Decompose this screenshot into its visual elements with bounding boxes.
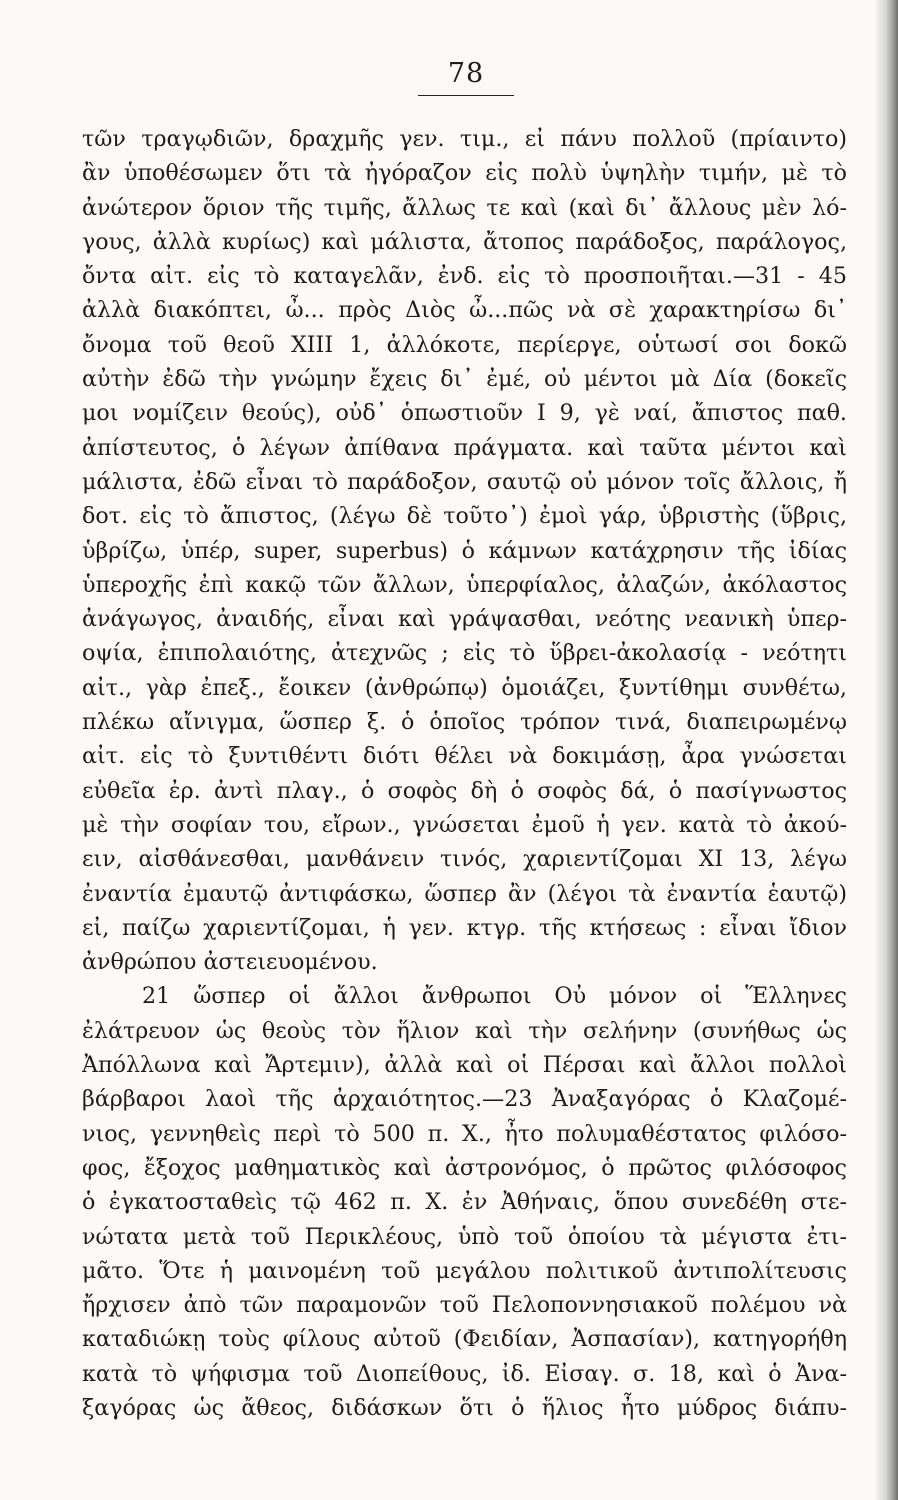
- text-line: ὄνομα τοῦ θεοῦ XIII 1, ἀλλόκοτε, περίεργε, οὑτωσί σοι δοκῶ: [82, 331, 847, 358]
- text-line: μοι νομίζειν θεούς), οὐδ᾽ ὁπωστιοῦν I 9, γὲ ναί, ἄπιστος παθ.: [82, 400, 847, 427]
- text-line: κατὰ τὸ ψήφισμα τοῦ Διοπείθους, ἰδ. Εἰσαγ. σ. 18, καὶ ὁ Ἀνα-: [82, 1360, 847, 1387]
- text-line: ἀλλὰ διακόπτει, ὦ... πρὸς Διὸς ὦ...πῶς νὰ σὲ χαρακτηρίσω δι᾽: [82, 297, 847, 324]
- text-line: ἀνάγωγος, ἀναιδής, εἶναι καὶ γράψασθαι, νεότης νεανικὴ ὑπερ-: [82, 606, 847, 633]
- text-line: πλέκω αἴνιγμα, ὥσπερ ξ. ὁ ὁποῖος τρόπον τινά, διαπειρωμένῳ: [82, 709, 847, 736]
- text-line: ἀνθρώπου ἀστειευομένου.: [82, 949, 378, 976]
- text-line: ὑβρίζω, ὑπέρ, super, superbus) ὁ κάμνων κατάχρησιν τῆς ἰδίας: [82, 537, 847, 564]
- body-text: [82, 122, 847, 1425]
- text-line: αἰτ., γὰρ ἐπεξ., ἔοικεν (ἀνθρώπῳ) ὁμοιάζει, ξυντίθημι συνθέτω,: [82, 674, 847, 701]
- text-line: τῶν τραγῳδιῶν, δραχμῆς γεν. τιμ., εἰ πάνυ πολλοῦ (πρίαιντο): [82, 126, 847, 152]
- text-line: ὄντα αἰτ. εἰς τὸ καταγελᾶν, ἐνδ. εἰς τὸ προσποιῆται.—31 - 45: [82, 263, 847, 290]
- text-line: νώτατα μετὰ τοῦ Περικλέους, ὑπὸ τοῦ ὁποίου τὰ μέγιστα ἐτι-: [82, 1223, 847, 1250]
- text-line: νιος, γεννηθεὶς περὶ τὸ 500 π. Χ., ἦτο πολυμαθέστατος φιλόσο-: [82, 1120, 847, 1147]
- page-number-underline: [418, 95, 514, 96]
- text-line: ειν, αἰσθάνεσθαι, μανθάνειν τινός, χαριεντίζομαι XI 13, λέγω: [82, 846, 847, 873]
- text-line: δοτ. εἰς τὸ ἄπιστος, (λέγω δὲ τοῦτο᾽) ἐμοὶ γάρ, ὑβριστὴς (ὕβρις,: [82, 503, 847, 530]
- text-line: καταδιώκῃ τοὺς φίλους αὐτοῦ (Φειδίαν, Ἀσπασίαν), κατηγορήθη: [82, 1326, 847, 1353]
- text-line: εὐθεῖα ἐρ. ἀντὶ πλαγ., ὁ σοφὸς δὴ ὁ σοφὸς δά, ὁ πασίγνωστος: [82, 777, 847, 804]
- text-line: φος, ἔξοχος μαθηματικὸς καὶ ἀστρονόμος, ὁ πρῶτος φιλόσοφος: [82, 1154, 847, 1181]
- text-line: ὑπεροχῆς ἐπὶ κακῷ τῶν ἄλλων, ὑπερφίαλος, ἀλαζών, ἀκόλαστος: [82, 571, 847, 598]
- text-line: ξαγόρας ὡς ἄθεος, διδάσκων ὅτι ὁ ἥλιος ἦτο μύδρος διάπυ-: [82, 1394, 847, 1421]
- text-line: Ἀπόλλωνα καὶ Ἄρτεμιν), ἀλλὰ καὶ οἱ Πέρσαι καὶ ἄλλοι πολλοὶ: [82, 1052, 847, 1079]
- text-line: ὁ ἐγκατοσταθεὶς τῷ 462 π. Χ. ἐν Ἀθήναις, ὅπου συνεδέθη στε-: [82, 1189, 847, 1216]
- text-line: γους, ἀλλὰ κυρίως) καὶ μάλιστα, ἄτοπος παράδοξος, παράλογος,: [82, 228, 847, 255]
- text-line: μάλιστα, ἐδῶ εἶναι τὸ παράδοξον, σαυτῷ οὐ μόνον τοῖς ἄλλοις, ἤ: [82, 468, 847, 495]
- text-line: 21 ὥσπερ οἱ ἄλλοι ἄνθρωποι Οὐ μόνον οἱ Ἕλληνες: [142, 983, 847, 1010]
- text-line: μᾶτο. Ὅτε ἡ μαινομένη τοῦ μεγάλου πολιτικοῦ ἀντιπολίτευσις: [82, 1257, 847, 1284]
- text-line: ἀνώτερον ὅριον τῆς τιμῆς, ἄλλως τε καὶ (καὶ δι᾽ ἄλλους μὲν λό-: [82, 194, 847, 221]
- text-line: ἀπίστευτος, ὁ λέγων ἀπίθανα πράγματα. καὶ ταῦτα μέντοι καὶ: [82, 434, 847, 461]
- text-line: ἐλάτρευον ὡς θεοὺς τὸν ἥλιον καὶ τὴν σελήνην (συνήθως ὡς: [82, 1017, 847, 1044]
- text-line: εἰ, παίζω χαριεντίζομαι, ἡ γεν. κτγρ. τῆς κτήσεως : εἶναι ἴδιον: [82, 914, 847, 941]
- text-line: βάρβαροι λαοὶ τῆς ἀρχαιότητος.—23 Ἀναξαγόρας ὁ Κλαζομέ-: [82, 1086, 847, 1113]
- page-number: 78: [447, 58, 485, 89]
- text-line: αἰτ. εἰς τὸ ξυντιθέντι διότι θέλει νὰ δοκιμάσῃ, ἆρα γνώσεται: [82, 743, 847, 770]
- text-line: ἤρχισεν ἀπὸ τῶν παραμονῶν τοῦ Πελοποννησιακοῦ πολέμου νὰ: [82, 1292, 847, 1319]
- text-line: μὲ τὴν σοφίαν του, εἴρων., γνώσεται ἐμοῦ ἡ γεν. κατὰ τὸ ἀκού-: [82, 811, 847, 838]
- page-edge-shadow: [876, 0, 898, 1500]
- text-line: αὐτὴν ἐδῶ τὴν γνώμην ἔχεις δι᾽ ἐμέ, οὐ μέντοι μὰ Δία (δοκεῖς: [82, 366, 847, 393]
- text-line: οψία, ἐπιπολαιότης, ἀτεχνῶς ; εἰς τὸ ὕβρει-ἀκολασίᾳ - νεότητι: [82, 640, 847, 667]
- text-line: ἂν ὑποθέσωμεν ὅτι τὰ ἠγόραζον εἰς πολὺ ὑψηλὴν τιμήν, μὲ τὸ: [82, 160, 847, 187]
- text-line: ἐναντία ἐμαυτῷ ἀντιφάσκω, ὥσπερ ἂν (λέγοι τὰ ἐναντία ἑαυτῷ): [82, 880, 847, 907]
